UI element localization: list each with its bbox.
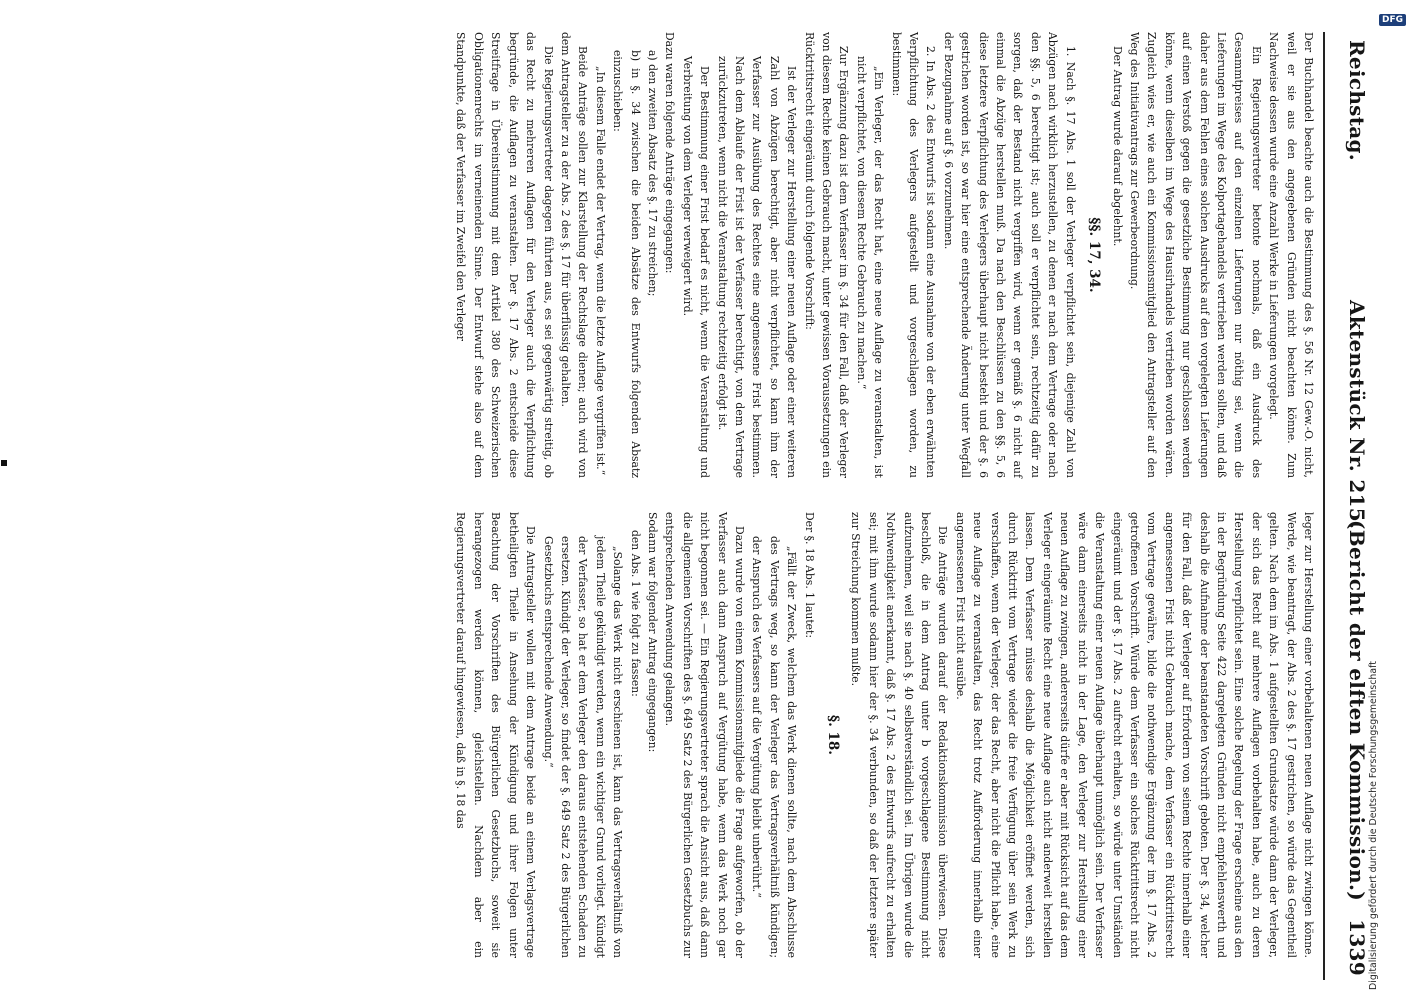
paragraph: Der Buchhandel beachte auch die Bestimmung des §. 56 Nr. 12 Gew.-O. nicht, weil er sie aus den angegebenen Gründen nicht beachten könne. Zum Nachweise dessen wurde eine Anzahl Werke in Lieferungen vorgelegt. — [1267, 32, 1315, 478]
header-center-sub: (Bericht der elften Kommission.) — [1345, 520, 1369, 901]
page-number: 1339 — [1345, 919, 1369, 976]
paragraph: leger zur Herstellung einer vorbehaltenen neuen Auflage nicht zwingen könne. Werde, wie beantragt, der Abs. 2 des §. 17 gestrichen, so würde das Gegentheil gelten. Nach dem im Abs. 1 aufgestellten Grundsatze würde dann der Verleger, der sich das Recht auf mehrere Auflagen vorbehalten habe, auch zu deren Herstellung verpflichtet sein. Eine solche Regelung der Frage erscheine aus den in der Begründung Seite 422 dargelegten Gründen nicht empfehlenswerth und deshalb die Aufnahme der beanstandeten Vorschrift geboten. Der §. 34, welcher für den Fall, daß der Verleger auf Erfordern von seinem Rechte innerhalb einer angemessenen Frist nicht Gebrauch mache, dem Verfasser ein Rücktrittsrecht vom Vertrage gewähre, bilde die nothwendige Ergänzung der im §. 17 Abs. 2 getroffenen Vorschrift. Würde dem Verfasser ein solches Rücktrittsrecht nicht eingeräumt und der §. 17 Abs. 2 aufrecht erhalten, so würde unter Umständen die Veranstaltung einer neuen Auflage überhaupt unmöglich sein. Der Verfasser wäre dann einerseits nicht in der Lage, den Verleger zur Herstellung einer neuen Auflage zu zwingen, andererseits dürfe er aber mit Rücksicht auf das dem Verleger eingeräumte Recht eine neue Auflage auch nicht anderweit herstellen lassen. Dem Verfasser müsse deshalb die Möglichkeit eröffnet werden, sich durch Rücktritt vom Vertrage wieder die freie Verfügung über sein Werk zu verschaffen, wenn der Verleger, der das Recht, aber nicht die Pflicht habe, eine neue Auflage zu veranstalten, das Recht trotz Aufforderung innerhalb einer angemessenen Frist nicht ausübe. — [953, 512, 1315, 958]
header-left: Reichstag. — [1345, 40, 1369, 162]
paragraph: Dazu waren folgende Anträge eingegangen: — [663, 32, 677, 274]
paragraph: a) den zweiten Absatz des §. 17 zu streichen; — [645, 50, 659, 297]
quoted-provision: „Ein Verleger, der das Recht hat, eine neue Auflage zu veranstalten, ist nicht verpflichtet, von diesem Rechte Gebrauch zu machen.“ — [854, 56, 886, 478]
paragraph: Die Antragsteller wollen mit dem Antrage beide an einem Verlagsvertrage betheiligten Theile in Ansehung der Kündigung und ihrer Folgen unter Beachtung der Vorschriften des Bürgerlichen Gesetzbuchs, soweit sie herangezogen werden können, gleichstellen. Nachdem aber ein Regierungsvertreter darauf hingewiesen, daß in §. 18 das — [454, 512, 538, 958]
dfg-logo: DFG — [1379, 14, 1406, 26]
paragraph: Dazu wurde von einem Kommissionsmitgliede die Frage aufgeworfen, ob der Verfasser auch dann Anspruch auf Vergütung habe, wenn das Werk noch gar nicht begonnen sei. — Ein Regierungsvertreter sprach die Ansicht aus, daß dann die allgemeinen Vorschriften des §. 649 Satz 2 des Bürgerlichen Gesetzbuchs zur entsprechenden Anwendung gelangen. — [663, 512, 746, 958]
header-rule — [1323, 32, 1325, 980]
quoted-provision: „Solange das Werk nicht erschienen ist, kann das Vertragsverhältniß von jedem Theile gekündigt werden, wenn ein wichtiger Grund vorliegt. Kündigt der Verfasser, so hat er dem Verleger den daraus entstehenden Schaden zu ersetzen. Kündigt der Verleger, so findet der §. 649 Satz 2 des Bürgerlichen Gesetzbuchs entsprechende Anwendung.“ — [541, 536, 625, 958]
paragraph: Die Regierungsvertreter dagegen führten aus, es sei gegenwärtig streitig, ob das Recht zu mehreren Auflagen für den Verleger auch die Verpflichtung begründe, die Auflagen zu veranstalten. Der §. 17 Abs. 2 entscheide diese Streitfrage in Übereinstimmung mit dem Artikel 380 des Schweizerischen Obligationenrechts im verneinenden Sinne. Der Entwurf stehe also auf dem Standpunkte, daß der Verfasser im Zweifel den Verleger — [454, 32, 555, 478]
registration-mark — [1, 460, 7, 466]
digitization-note: Digitalisierung gefördert durch die Deutsche Forschungsgemeinschaft — [1368, 661, 1379, 990]
quoted-provision: „In diesem Falle endet der Vertrag, wenn die letzte Auflage vergriffen ist.“ — [593, 66, 607, 476]
header-center: Aktenstück Nr. 215. — [1345, 300, 1369, 530]
section-heading: §. 18. — [825, 715, 842, 755]
paragraph: Ein Regierungsvertreter betonte nochmals, daß ein Ausdruck des Gesammtpreises auf den einzelnen Lieferungen nur nöthig sei, wenn die Lieferungen im Wege des Kolportagehandels vertrieben werden sollten, und daß daher aus dem Fehlen eines solchen Ausdrucks auf den vorgelegten Lieferungen auf einen Verstoß gegen die gesetzliche Bestimmung nur geschlossen werden könne, wenn dieselben im Wege des Hausirhandels vertrieben worden wären. Zugleich wies er, wie auch ein Kommissionsmitglied den Antragsteller auf den Weg des Initiativantrags zur Gewerbeordnung. — [1127, 32, 1263, 478]
paragraph: Zur Ergänzung dazu ist dem Verfasser im §. 34 für den Fall, daß der Verleger von diesem Rechte keinen Gebrauch macht, unter gewissen Voraussetzungen ein Rücktrittsrecht eingeräumt durch folgende Vorschrift: — [802, 32, 851, 478]
paragraph: den Abs. 1 wie folgt zu fassen: — [628, 530, 642, 697]
paragraph: Beide Anträge sollen zur Klarstellung der Rechtslage dienen; auch wird von dem Antragsteller zu a der Abs. 2 des §. 17 für überflüssig gehalten. — [558, 32, 590, 478]
section-heading: §§. 17, 34. — [1086, 217, 1103, 293]
quoted-provision: Der Bestimmung einer Frist bedarf es nicht, wenn die Veranstaltung und Verbreitung von dem Verleger verweigert wird. — [680, 56, 712, 478]
quoted-provision: „Fällt der Zweck, welchem das Werk dienen sollte, nach dem Abschlusse des Vertrags weg, so kann der Verleger das Vertragsverhältniß kündigen; der Anspruch des Verfassers auf die Vergütung bleibt unberührt.“ — [750, 536, 799, 958]
left-column — [107, 32, 1317, 478]
paragraph: Der Antrag wurde darauf abgelehnt. — [1110, 46, 1124, 247]
paragraph: 1. Nach §. 17 Abs. 1 soll der Verleger verpflichtet sein, diejenige Zahl von Abzügen nach wirklich herzustellen, zu denen er nach dem Vertrage oder nach den §§. 5, 6 berechtigt ist; auch soll er verpflichtet sein, rechtzeitig dafür zu sorgen, daß der Bestand nicht vergriffen wird, wenn er gemäß §. 6 nicht auf einmal die Abzüge herstellen muß. Da nach den Beschlüssen zu den §§. 5, 6 diese letztere Verpflichtung des Verlegers überhaupt nicht besteht und der §. 6 gestrichen worden ist, so war hier eine entsprechende Änderung unter Wegfall der Bezugnahme auf §. 6 vorzunehmen. — [941, 32, 1077, 478]
paragraph: Sodann war folgender Antrag eingegangen: — [645, 512, 659, 753]
paragraph: Der §. 18 Abs. 1 lautet: — [802, 512, 816, 639]
right-column — [107, 512, 1317, 958]
paragraph: Die Anträge wurden darauf der Redaktionskommission überwiesen. Diese beschloß, die in dem Antrag unter b vorgeschlagene Bestimmung nicht aufzunehmen, weil sie nach §. 40 selbstverständlich sei. Im Übrigen wurde die Nothwendigkeit anerkannt, daß §. 17 Abs. 2 des Entwurfs aufrecht zu erhalten sei; mit ihm wurde sodann hier der §. 34 verbunden, so daß der letztere später zur Streichung kommen mußte. — [849, 512, 950, 958]
paragraph: b) in §. 34 zwischen die beiden Absätze des Entwurfs folgenden Absatz einzuschieben: — [611, 50, 642, 478]
paragraph: 2. In Abs. 2 des Entwurfs ist sodann eine Ausnahme von der eben erwähnten Verpflichtung des Verlegers aufgestellt und vorgeschlagen worden, zu bestimmen: — [889, 32, 938, 478]
quoted-provision: Ist der Verleger zur Herstellung einer neuen Auflage oder einer weiteren Zahl von Abzügen berechtigt, aber nicht verpflichtet, so kann ihm der Verfasser zur Ausübung des Rechtes eine angemessene Frist bestimmen. Nach dem Ablaufe der Frist ist der Verfasser berechtigt, von dem Vertrage zurückzutreten, wenn nicht die Veranstaltung rechtzeitig erfolgt ist. — [715, 56, 799, 478]
